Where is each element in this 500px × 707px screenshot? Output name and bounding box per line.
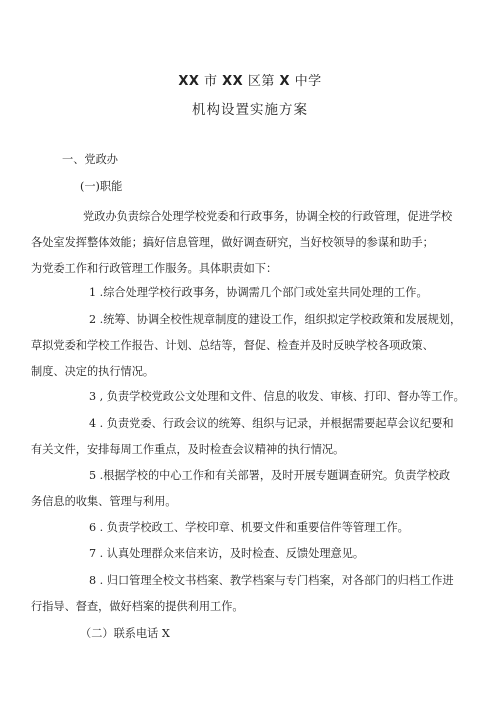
title-city-placeholder: XX	[178, 74, 200, 89]
document-title	[0, 70, 500, 89]
title-district-placeholder: XX	[222, 74, 244, 89]
section-heading: 一、党政办	[62, 153, 118, 166]
list-item-continuation: 行指导、督查，做好档案的提供利用工作。	[31, 600, 244, 613]
list-item: 1 .综合处理学校行政事务，协调需几个部门或处室共同处理的工作。	[89, 286, 428, 299]
list-item-continuation: 务信息的收集、管理与利用。	[31, 495, 177, 508]
list-item: 4 . 负责党委、行政会议的统筹、组织与记录，并根据需要起草会议纪要和	[89, 417, 454, 430]
subsection-heading: (一)职能	[80, 180, 123, 193]
list-item-continuation: 有关文件，安排每周工作重点，及时检查会议精神的执行情况。	[31, 443, 345, 456]
document-subtitle: 机构设置实施方案	[192, 102, 308, 118]
list-item: 3 , 负责学校党政公文处理和文件、信息的收发、审核、打印、督办等工作。	[89, 390, 465, 403]
paragraph-line: 为党委工作和行政管理工作服务。具体职责如下：	[31, 262, 278, 275]
list-item-continuation: 草拟党委和学校工作报告、计划、总结等，督促、检查并及时反映学校各项政策、	[31, 339, 434, 352]
paragraph-line: 党政办负责综合处理学校党委和行政事务，协调全校的行政管理，促进学校	[83, 210, 453, 223]
list-item: 5 .根据学校的中心工作和有关部署，及时开展专题调查研究。负责学校政	[89, 469, 451, 482]
list-item: 6 . 负责学校政工、学校印章、机要文件和重要信件等管理工作。	[89, 521, 409, 534]
subsection-heading: （二）联系电话 X	[80, 627, 170, 640]
list-item: 7 . 认真处理群众来信来访，及时检查、反馈处理意见。	[89, 547, 365, 560]
list-item: 2 .统筹、协调全校性规章制度的建设工作，组织拟定学校政策和发展规划，	[89, 313, 462, 326]
title-school-char: 中学	[294, 74, 322, 89]
title-district-char: 区第	[247, 74, 275, 89]
list-item: 8 . 归口管理全校文书档案、教学档案与专门档案，对各部门的归档工作进	[89, 574, 454, 587]
list-item-continuation: 制度、决定的执行情况。	[31, 365, 155, 378]
paragraph-line: 各处室发挥整体效能；搞好信息管理，做好调查研究，当好校领导的参谋和助手；	[31, 236, 434, 249]
title-school-number: X	[279, 74, 291, 89]
title-city-char: 市	[204, 74, 218, 89]
